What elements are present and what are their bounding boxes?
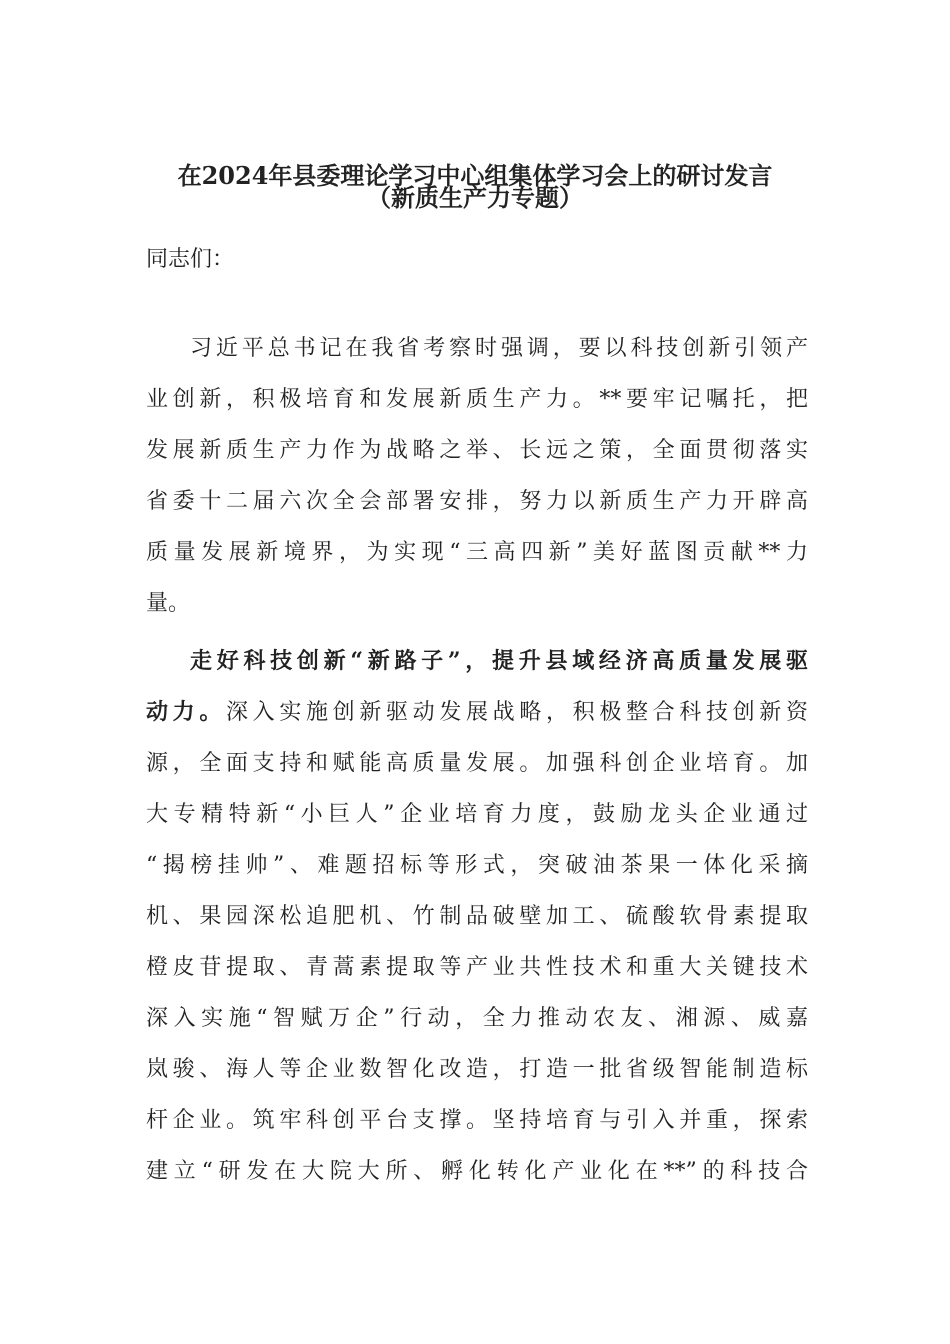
section-heading: 走好科技创新“新路子”，提升县域经济高质量发展驱	[190, 648, 808, 674]
salutation: 同志们：	[146, 247, 235, 272]
document-subtitle: （新质生产力专题）	[367, 183, 583, 212]
paragraph-line: 机、果园深松追肥机、竹制品破壁加工、硫酸软骨素提取	[146, 904, 808, 929]
paragraph-line: 岚骏、海人等企业数智化改造，打造一批省级智能制造标	[146, 1057, 808, 1082]
paragraph-line: 建立“研发在大院大所、孵化转化产业化在**”的科技合	[146, 1159, 808, 1184]
paragraph-line: 省委十二届六次全会部署安排，努力以新质生产力开辟高	[146, 489, 808, 514]
paragraph-line: 业创新，积极培育和发展新质生产力。**要牢记嘱托，把	[146, 387, 808, 412]
paragraph-line: 深入实施“智赋万企”行动，全力推动农友、湘源、威嘉	[146, 1006, 808, 1031]
paragraph-line: 大专精特新“小巨人”企业培育力度，鼓励龙头企业通过	[146, 802, 808, 827]
paragraph-line: 发展新质生产力作为战略之举、长远之策，全面贯彻落实	[146, 438, 808, 463]
paragraph-intro	[146, 323, 808, 629]
paragraph-line: 源，全面支持和赋能高质量发展。加强科创企业培育。加	[146, 751, 808, 776]
document-title: 在2024年县委理论学习中心组集体学习会上的研讨发言	[177, 161, 773, 190]
paragraph-line: 习近平总书记在我省考察时强调，要以科技创新引领产	[190, 336, 808, 361]
paragraph-tech-innovation	[146, 636, 808, 1197]
paragraph-line: 杆企业。筑牢科创平台支撑。坚持培育与引入并重，探索	[146, 1108, 808, 1133]
paragraph-line: “揭榜挂帅”、难题招标等形式，突破油茶果一体化采摘	[146, 853, 808, 878]
paragraph-line	[146, 687, 808, 738]
paragraph-line: 橙皮苷提取、青蒿素提取等产业共性技术和重大关键技术	[146, 955, 808, 980]
paragraph-text: 深入实施创新驱动发展战略，积极整合科技创新资	[226, 700, 808, 725]
paragraph-line: 量。	[146, 591, 191, 616]
paragraph-line: 质量发展新境界，为实现“三高四新”美好蓝图贡献**力	[146, 540, 808, 565]
section-heading-end: 动力。	[146, 699, 226, 725]
